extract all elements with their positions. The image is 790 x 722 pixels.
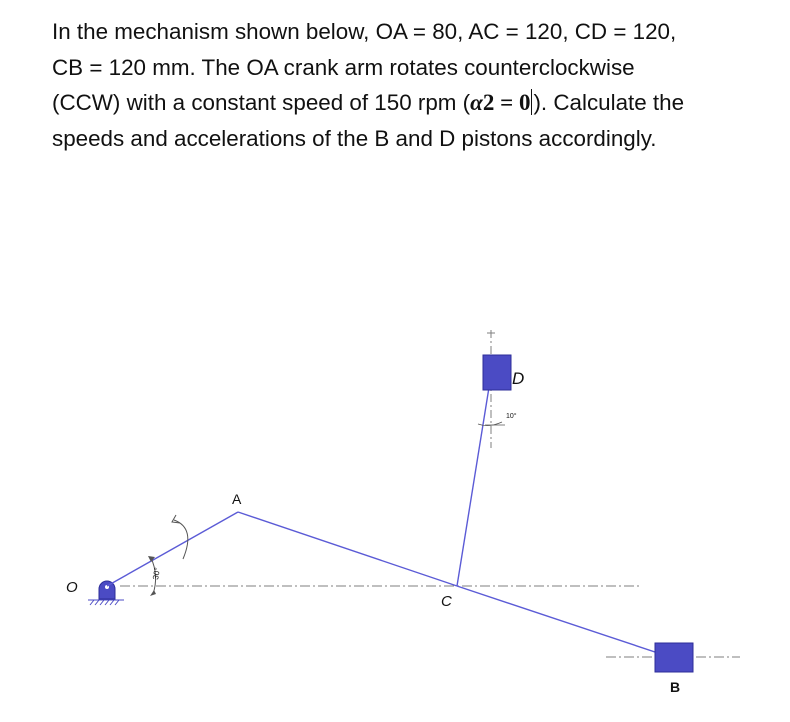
label-a: A: [232, 491, 242, 507]
piston-d: [483, 355, 511, 390]
problem-line-3-end: ). Calculate the: [533, 90, 685, 115]
problem-line-2: CB = 120 mm. The OA crank arm rotates counterclockwise: [52, 54, 635, 80]
link-cd: [457, 375, 491, 586]
problem-line-4: speeds and accelerations of the B and D pistons accordingly.: [52, 125, 657, 151]
piston-b: [655, 643, 693, 672]
label-d: D: [512, 369, 525, 388]
angle-label-d: 10°: [506, 413, 517, 420]
link-cb: [457, 586, 670, 657]
angle-arrow-o-bottom: [150, 590, 156, 596]
pivot-o: [99, 581, 115, 599]
alpha-symbol: α: [470, 90, 483, 115]
link-ac: [238, 512, 457, 586]
rotation-arrow: [174, 520, 188, 559]
ground-support: [88, 600, 124, 605]
label-b: B: [670, 679, 681, 695]
problem-line-1: In the mechanism shown below, OA = 80, AC = 120, CD = 120,: [52, 19, 677, 44]
alpha-value: 2 = 0: [482, 90, 531, 115]
label-o: O: [66, 579, 78, 596]
label-c: C: [441, 593, 452, 610]
angle-label-o: 30°: [151, 566, 163, 581]
problem-line-3-start: (CCW) with a constant speed of 150 rpm (: [52, 90, 471, 115]
link-oa: [107, 512, 238, 586]
